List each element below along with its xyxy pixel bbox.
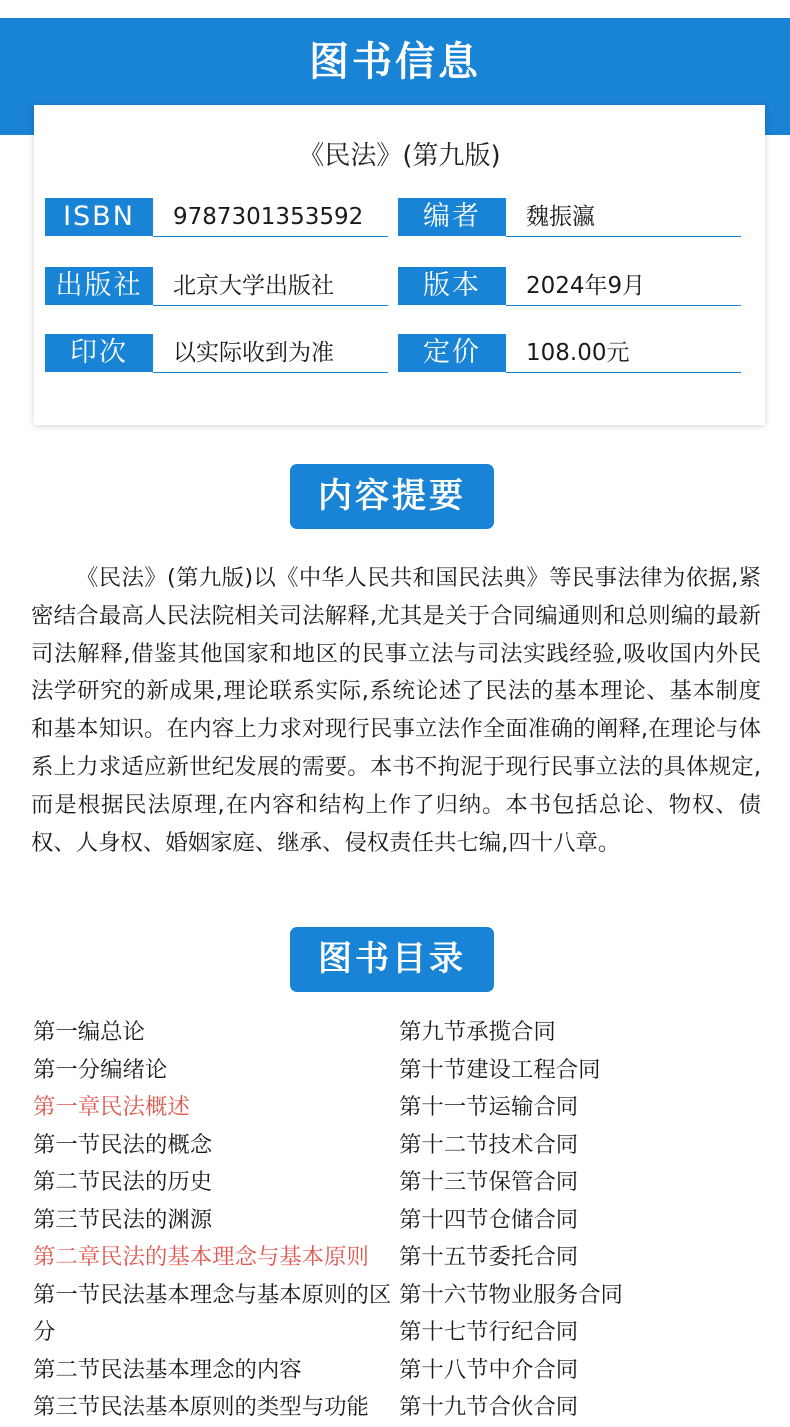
toc-item: 第二节民法的历史 [33,1169,213,1195]
isbn-value: 9787301353592 [153,198,388,237]
toc-item: 第十九节合伙合同 [399,1394,579,1420]
toc-item: 第十三节保管合同 [399,1169,579,1195]
info-row-edition [398,267,741,307]
info-row-publisher [45,267,388,307]
info-row-isbn [45,198,388,238]
toc-item: 第十六节物业服务合同 [399,1281,623,1308]
printing-value: 以实际收到为准 [153,334,388,373]
info-row-editor [398,198,741,238]
toc-item: 第十五节委托合同 [399,1244,579,1270]
toc-item: 第一节民法的概念 [33,1131,213,1158]
summary-text: 《民法》(第九版)以《中华人民共和国民法典》等民事法律为依据,紧密结合最高人民法院相关司法解释,尤其是关于合同编通则和总则编的最新司法解释,借鉴其他国家和地区的民事立法与司法实践经验,吸收国内外民法学研究的新成果,理论联系实际,系统论述了民法的基本理论、基本制度和基本知识。在内容上力求对现行民事立法作全面准确的阐释,在理论与体系上力求适应新世纪发展的需要。本书不拘泥于现行民事立法的具体规定,而是根据民法原理,在内容和结构上作了归纳。本书包括总论、物权、债权、人身权、婚姻家庭、继承、侵权责任共七编,四十八章。 [31,565,761,856]
toc-item: 第十节建设工程合同 [399,1056,601,1083]
toc-item: 第十二节技术合同 [399,1131,579,1158]
info-row-printing [45,334,388,374]
edition-label: 版本 [398,267,506,305]
book-title: 《民法》(第九版) [298,141,501,171]
toc-item: 第十七节行纪合同 [399,1319,579,1345]
price-label: 定价 [398,334,506,372]
publisher-label: 出版社 [45,267,153,305]
book-info-card [34,105,765,425]
toc-chapter-item: 第一章民法概述 [33,1094,190,1120]
toc-item: 第一编总论 [33,1019,145,1045]
editor-label: 编者 [398,198,506,236]
toc-item: 第十八节中介合同 [399,1356,579,1383]
toc-item: 第一节民法基本理念与基本原则的区分 [33,1281,392,1345]
price-value: 108.00元 [506,334,741,373]
summary-heading: 内容提要 [290,464,494,529]
publisher-value: 北京大学出版社 [153,267,388,306]
toc-item: 第一分编绪论 [33,1056,168,1083]
info-row-price [398,334,741,374]
isbn-label: ISBN [45,198,153,236]
toc-item: 第三节民法基本原则的类型与功能 [33,1394,369,1420]
edition-value: 2024年9月 [506,267,741,306]
editor-value: 魏振瀛 [506,198,741,237]
toc-chapter-item: 第二章民法的基本理念与基本原则 [33,1244,369,1270]
toc-item: 第二节民法基本理念的内容 [33,1356,302,1383]
toc-item: 第九节承揽合同 [399,1019,556,1045]
toc-right-column [399,1014,769,1427]
printing-label: 印次 [45,334,153,372]
header-title: 图书信息 [309,39,481,85]
toc-left-column [33,1014,395,1427]
toc-heading: 图书目录 [290,927,494,992]
toc-item: 第十一节运输合同 [399,1094,579,1120]
toc-item: 第三节民法的渊源 [33,1206,213,1233]
toc-item: 第十四节仓储合同 [399,1206,579,1233]
